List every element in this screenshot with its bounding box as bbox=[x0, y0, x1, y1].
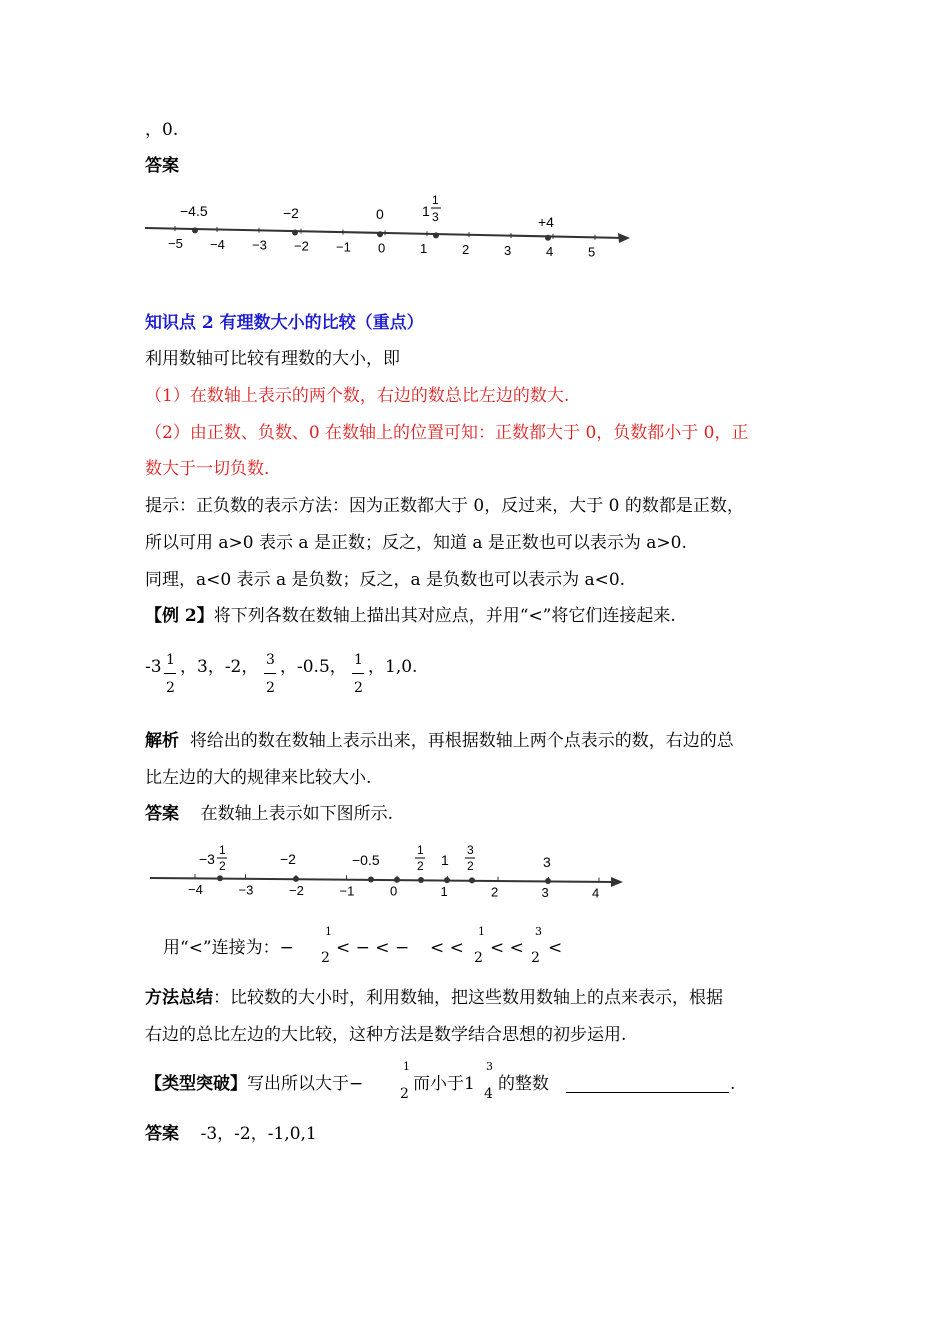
tick-label: 0 bbox=[390, 883, 398, 899]
example-2-label: 【例 2】 bbox=[145, 606, 214, 626]
hint-3: 同理，a<0 表示 a 是负数；反之，a 是负数也可以表示为 a<0. bbox=[145, 570, 626, 590]
answer-blank[interactable] bbox=[566, 1092, 729, 1093]
sep-3: ，1,0. bbox=[368, 657, 418, 677]
method-text-1: ：比较数的大小时，利用数轴，把这些数用数轴上的点来表示，根据 bbox=[213, 988, 723, 1008]
label-1: 1 bbox=[422, 203, 430, 219]
point-marker bbox=[292, 229, 298, 235]
practice-f2-num: 3 bbox=[486, 1060, 493, 1073]
label-neg-2: −2 bbox=[283, 205, 299, 221]
tick-label: 1 bbox=[420, 241, 428, 257]
number-line-2 bbox=[145, 840, 635, 905]
tick-label: 3 bbox=[504, 242, 512, 258]
label2-neg0.5: −0.5 bbox=[352, 852, 380, 868]
tick-label: −3 bbox=[252, 237, 267, 253]
threehalf-num: 3 bbox=[266, 652, 275, 668]
point-marker bbox=[444, 877, 450, 883]
method-line-1 bbox=[145, 987, 723, 1009]
analysis-text-1: 将给出的数在数轴上表示出来，再根据数轴上两个点表示的数，右边的总 bbox=[189, 731, 734, 751]
tick-label: 2 bbox=[462, 242, 470, 258]
analysis-label: 解析 bbox=[145, 731, 179, 751]
hint-2: 所以可用 a>0 表示 a 是正数；反之，知道 a 是正数也可以表示为 a>0. bbox=[145, 533, 687, 553]
answer-label-2: 答案 bbox=[145, 804, 179, 824]
practice-label: 【类型突破】 bbox=[145, 1074, 247, 1094]
point-marker bbox=[545, 878, 551, 884]
final-answer-line bbox=[145, 1123, 317, 1145]
connect-f2-num: 1 bbox=[478, 925, 485, 938]
half-den-2: 2 bbox=[354, 680, 363, 696]
frac-num: 1 bbox=[432, 193, 439, 207]
tick-label: −5 bbox=[168, 236, 183, 251]
label2-neg2: −2 bbox=[280, 851, 296, 867]
half-den-1: 2 bbox=[166, 680, 175, 696]
analysis-line-2: 比左边的大的规律来比较大小. bbox=[145, 768, 372, 788]
label2-f3-num: 3 bbox=[467, 843, 474, 857]
sep-2: ，-0.5， bbox=[280, 657, 347, 677]
answer-line-2 bbox=[145, 803, 393, 825]
number-line-1 bbox=[140, 190, 640, 270]
connect-f1-num: 1 bbox=[325, 925, 332, 938]
answer-text-2: 在数轴上表示如下图所示. bbox=[200, 804, 394, 824]
example-2-text: 将下列各数在数轴上描出其对应点，并用“<”将它们连接起来. bbox=[213, 606, 676, 626]
analysis-line-1 bbox=[145, 730, 734, 752]
tick-label: 4 bbox=[592, 885, 600, 901]
tick-label: 3 bbox=[541, 885, 549, 901]
frac-den: 3 bbox=[432, 210, 439, 224]
point-marker bbox=[469, 877, 475, 883]
point-2a: （2）由正数、负数、0 在数轴上的位置可知：正数都大于 0，负数都小于 0，正 bbox=[145, 423, 749, 443]
final-answer-label: 答案 bbox=[145, 1124, 179, 1144]
hint-1: 提示：正负数的表示方法：因为正数都大于 0，反过来，大于 0 的数都是正数， bbox=[145, 496, 744, 516]
sep-1: ，3，-2， bbox=[180, 657, 259, 677]
label2-1: 1 bbox=[441, 852, 449, 868]
label2-f1-den: 2 bbox=[219, 859, 226, 873]
tick-label: −1 bbox=[339, 883, 355, 899]
practice-end: . bbox=[730, 1074, 736, 1094]
num-neg3: -3 bbox=[145, 657, 162, 677]
tick-label: −4 bbox=[210, 236, 225, 252]
tick-label: −2 bbox=[289, 882, 304, 898]
label2-f2-den: 2 bbox=[417, 859, 424, 873]
label-pos-4: +4 bbox=[538, 214, 554, 230]
label2-3: 3 bbox=[543, 854, 551, 870]
practice-f1-den: 2 bbox=[400, 1086, 409, 1102]
tick-label: −2 bbox=[294, 238, 309, 254]
label2-f1-num: 1 bbox=[219, 843, 226, 857]
axis-arrow bbox=[618, 233, 630, 243]
connect-mid-2: < < bbox=[430, 938, 464, 958]
connect-prefix: 用“<”连接为：− bbox=[163, 938, 294, 958]
practice-f2-den: 4 bbox=[484, 1086, 493, 1102]
practice-f1-num: 1 bbox=[403, 1060, 410, 1073]
connect-f2-den: 2 bbox=[474, 950, 483, 966]
method-label: 方法总结 bbox=[145, 988, 213, 1008]
tick-label: 1 bbox=[440, 884, 448, 900]
label2-f2-num: 1 bbox=[417, 843, 424, 857]
point-marker bbox=[433, 232, 439, 238]
tick-label: 4 bbox=[546, 243, 554, 259]
practice-text-3: 的整数 bbox=[498, 1074, 549, 1094]
final-answer-value: -3，-2，-1,0,1 bbox=[200, 1124, 317, 1144]
threehalf-den: 2 bbox=[266, 680, 275, 696]
tick-label: 0 bbox=[378, 240, 386, 256]
label2-neg3: −3 bbox=[199, 851, 215, 867]
connect-mid-3: < < bbox=[490, 938, 524, 958]
tick-label: −3 bbox=[238, 882, 254, 898]
connect-f1-den: 2 bbox=[321, 950, 330, 966]
example-2-line bbox=[145, 605, 676, 627]
axis-arrow-2 bbox=[611, 877, 623, 887]
point-marker bbox=[293, 876, 299, 882]
answer-label-1: 答案 bbox=[145, 156, 179, 176]
tick-label: −4 bbox=[188, 882, 203, 897]
point-1: （1）在数轴上表示的两个数，右边的数总比左边的数大. bbox=[145, 386, 570, 406]
method-line-2: 右边的总比左边的大比较，这种方法是数学结合思想的初步运用. bbox=[145, 1025, 627, 1045]
label-0: 0 bbox=[376, 206, 384, 222]
section-title: 知识点 2 有理数大小的比较（重点） bbox=[145, 313, 424, 333]
point-2b: 数大于一切负数. bbox=[145, 459, 270, 479]
point-marker bbox=[377, 231, 383, 237]
tick-label: 5 bbox=[588, 244, 596, 260]
point-marker bbox=[217, 875, 223, 881]
top-tail-text: ，0. bbox=[145, 120, 179, 140]
practice-text-2: 而小于1 bbox=[413, 1074, 475, 1094]
label-neg-4.5: −4.5 bbox=[180, 203, 208, 219]
point-marker bbox=[368, 877, 374, 883]
connect-f3-den: 2 bbox=[531, 950, 540, 966]
point-marker bbox=[192, 227, 198, 233]
tick-label: −1 bbox=[336, 239, 351, 255]
half-num-2: 1 bbox=[354, 652, 363, 668]
point-marker bbox=[394, 877, 400, 883]
section-intro: 利用数轴可比较有理数的大小，即 bbox=[145, 349, 400, 369]
label2-f3-den: 2 bbox=[467, 859, 474, 873]
practice-line bbox=[145, 1073, 363, 1095]
connect-mid-1: < − < − bbox=[336, 938, 410, 958]
tick-label: 2 bbox=[491, 884, 499, 900]
connect-f3-num: 3 bbox=[535, 925, 542, 938]
point-marker bbox=[418, 877, 424, 883]
half-num-1: 1 bbox=[166, 652, 175, 668]
point-marker bbox=[545, 235, 551, 241]
connect-end: < bbox=[548, 938, 563, 958]
practice-text-1: 写出所以大于− bbox=[247, 1074, 364, 1094]
